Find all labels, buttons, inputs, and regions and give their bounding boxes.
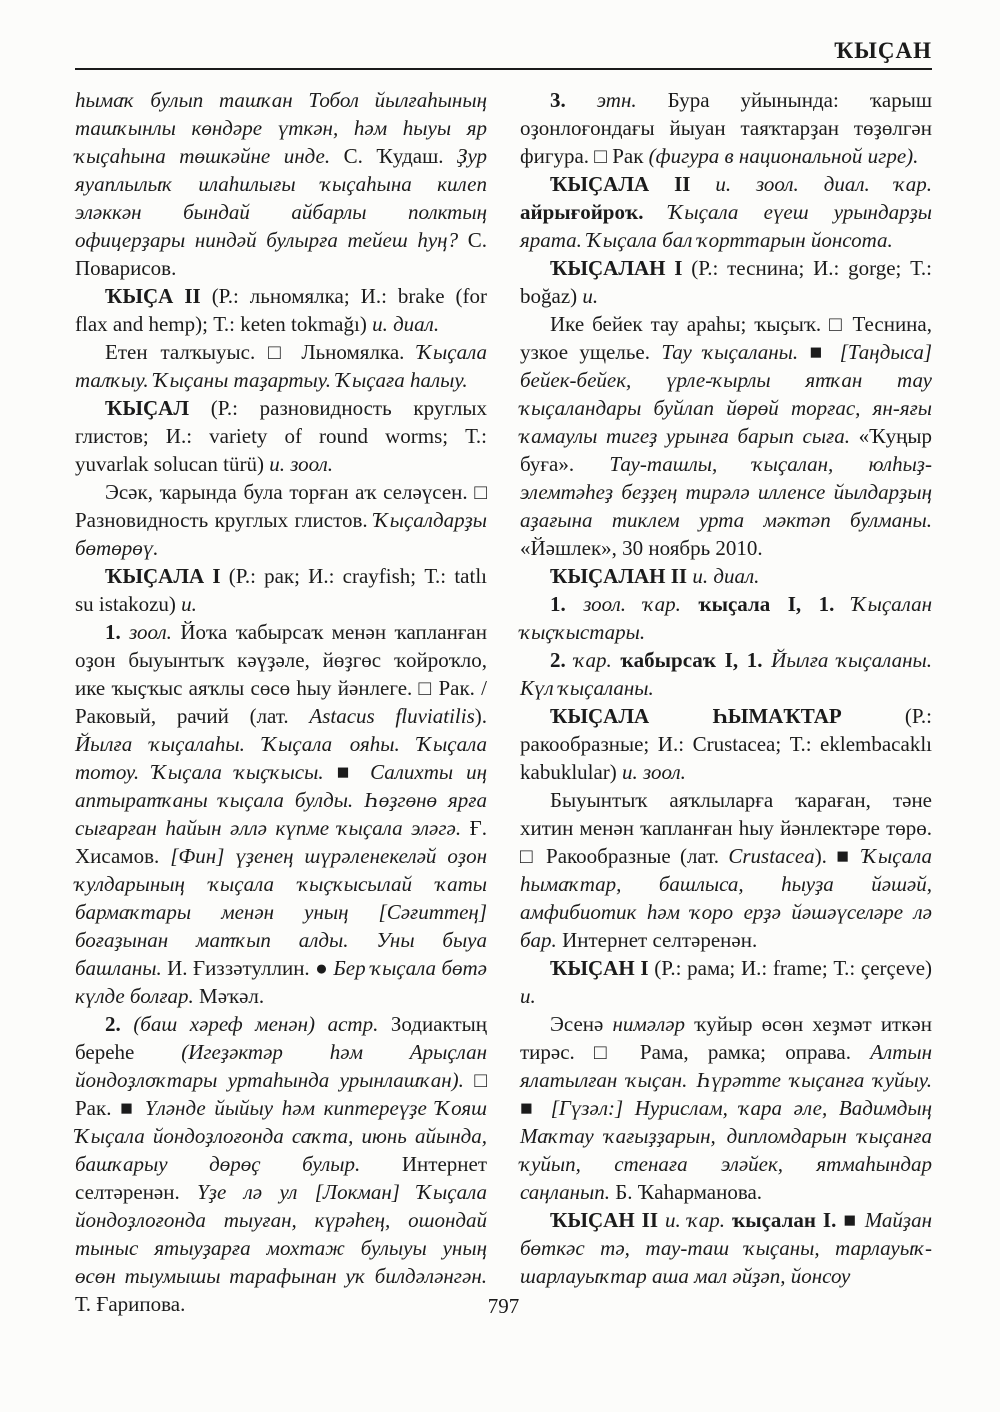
russian-equivalent: Теснина, узкое ущелье. xyxy=(520,312,932,364)
russian-equivalent: Разновидность круглых глистов. xyxy=(75,508,375,532)
entry-kysa-ii-definition xyxy=(75,338,487,394)
grammar-label: и. диал. xyxy=(692,564,760,588)
entry-kysalan-i-headline xyxy=(520,254,932,310)
definition: Йоҡа ҡабырсаҡ менән ҡапланған оҙон быуынтыҡ кәүҙәле, йөҙгөс ҡойроҡло, ике ҡыҫҡыс аяҡлы сөсө һыу йәнлеге. xyxy=(75,620,487,700)
definition: Ике бейек тау араһы; ҡыҫыҡ. xyxy=(550,312,830,336)
example-quote: Майҙан бөткәс тә, тау-таш ҡыҫаны, тарлауыҡ-шарлауыҡтар аша мал әйҙәп, йонсоу xyxy=(520,1208,932,1288)
translations: (Р.: теснина; И.: gorge; Т.: boğaz) xyxy=(520,256,932,308)
usage-examples: Йылға ҡыҫаланы. Күл ҡыҫаланы. xyxy=(520,648,932,700)
left-column xyxy=(75,86,488,1316)
grammar-label: зоол. ҡар. xyxy=(583,592,699,616)
translations: (Р.: рак; И.: crayfish; Т.: tatlı su istakozu) xyxy=(75,564,487,616)
running-head: ҠЫҪАН xyxy=(834,38,932,63)
translations: (Р.: ракообразные; И.: Crustacea; Т.: eklembacaklı kabuklular) xyxy=(520,704,932,784)
grammar-label: (баш хәреф менән) астр. xyxy=(133,1012,391,1036)
white-square-marker: □ xyxy=(474,480,487,504)
definition: Быуынтыҡ аяҡлыларға ҡараған, тәне хитин менән ҡапланған һыу йәнлектәре төрө. xyxy=(520,788,932,840)
latin-name: Crustacea xyxy=(728,844,815,868)
black-circle-marker: ● xyxy=(315,956,334,980)
russian-equivalent: Рак xyxy=(612,144,649,168)
example-quote: [Фин] үҙенең шүрәленекеләй оҙон ҡулдарының ҡыҫала ҡыҫҡысылай ҡаты бармаҡтары менән уның [Сәғиттең] боғаҙынан матҡып алды. Уны быуа башланы. xyxy=(75,844,487,980)
entry-kysala-i-sense-3 xyxy=(520,86,932,170)
russian-equivalent: ). xyxy=(814,844,837,868)
definition: ҡуйыр өсөн хеҙмәт иткән тирәс. xyxy=(520,1012,932,1064)
headword: ҠЫҪАЛАН II xyxy=(550,564,693,588)
translations: (Р.: рама; И.: frame; Т.: çerçeve) xyxy=(654,956,933,980)
usage-examples: Йылға ҡыҫалаһы. Ҡыҫала ояһы. Ҡыҫала тотоу. Ҡыҫала ҡыҫҡысы. xyxy=(75,732,487,784)
usage-examples: Алтын ялатылған ҡыҫан. Һүрәтте ҡыҫанға ҡуйыу. xyxy=(520,1040,932,1092)
definition: нимәләр xyxy=(612,1012,695,1036)
usage-examples: Ҡыҫала еүеш урындарҙы ярата. Ҡыҫала бал ҡорттарын йонсота. xyxy=(520,200,932,252)
definition: Эсенә xyxy=(550,1012,613,1036)
headword: ҠЫҪА II xyxy=(105,284,212,308)
sense-number: 1. xyxy=(550,592,584,616)
headword: ҠЫҪАЛА ҺЫМАҠТАР xyxy=(550,704,905,728)
entry-kysalan-ii-headline xyxy=(520,562,932,590)
definition: Бура уйынында: ҡарыш оҙонлоғондағы йыуан таяҡтарҙан төҙөлгән фигура. xyxy=(520,88,932,168)
black-square-marker: ■ xyxy=(520,1096,551,1120)
definition-note: (фигура в национальной игре). xyxy=(648,144,919,168)
usage-examples: Ҡыҫалдарҙы бөтөрөү. xyxy=(75,508,487,560)
source-attribution: Б. Ҡаһарманова. xyxy=(615,1180,763,1204)
cross-reference: ҡыҫала I, 1. xyxy=(698,592,852,616)
source-attribution: С. Ҡудаш. xyxy=(343,144,458,168)
source-attribution: И. Ғиззәтуллин. xyxy=(167,956,316,980)
continuation-paragraph xyxy=(75,86,487,282)
entry-kysala-i-headline xyxy=(75,562,487,618)
entry-kysala-ii xyxy=(520,170,932,254)
definition-note: (Игеҙәктәр һәм Арыҫлан йондоҙлоҡтары уртаһында урынлашҡан). xyxy=(75,1040,487,1092)
example-quote: һымаҡ булып ташҡан Тобол йылғаһының ташҡынлы көндәре үткән, һәм һыуы яр ҡыҫаһына төшкәйне инде. xyxy=(75,88,487,168)
entry-kysalan-i-definition xyxy=(520,310,932,562)
entry-kysa-ii-headline xyxy=(75,282,487,338)
source-attribution: С. Поварисов. xyxy=(75,228,487,280)
usage-examples: Ҡыҫала талҡыу. Ҡыҫаны таҙартыу. Ҡыҫаға һалыу. xyxy=(75,340,488,392)
white-square-marker: □ xyxy=(829,312,853,336)
right-column xyxy=(520,86,932,1290)
white-square-marker: □ xyxy=(268,340,302,364)
headword: ҠЫҪАЛА I xyxy=(105,564,229,588)
headword: ҠЫҪАН I xyxy=(550,956,655,980)
example-quote: [Таңдыса] бейек-бейек, үрле-ҡырлы ятҡан тау ҡыҫаландары буйлап йөрөй торғас, ян-яғы ҡамаулы тигеҙ урынға барып сыға. xyxy=(520,340,932,448)
headword: ҠЫҪАЛ xyxy=(105,396,211,420)
entry-kysala-hymaktar-definition xyxy=(520,786,932,954)
example-quote: [Гүзәл:] Нурислам, ҡара әле, Вадимдың Маҡтау ҡағыҙҙарын, дипломдарын ҡыҫанға ҡуйып, стенаға эләйек, ятмаһындар саңланып. xyxy=(520,1096,932,1204)
sense-number: 3. xyxy=(550,88,597,112)
source-attribution: Т. Ғарипова. xyxy=(75,1292,186,1316)
grammar-label: и. ҡар. xyxy=(664,1208,732,1232)
russian-equivalent: ). xyxy=(474,704,487,728)
cross-reference: ҡыҫалан I. xyxy=(731,1208,844,1232)
grammar-label: и. диал. xyxy=(372,312,440,336)
cross-reference: айрығойроҡ. xyxy=(520,200,669,224)
definition: Эсәк, ҡарында була торған аҡ селәүсен. xyxy=(105,480,475,504)
page-number: 797 xyxy=(487,1294,520,1318)
example-quote: Үҙе лә ул [Локман] Ҡыҫала йондоҙлоғонда тыуған, күрәһең, ошондай тыныс ятыуҙарға мохтаж булыуы уның өсөн тыумышы тарафынан уҡ билдәләнгән. xyxy=(75,1180,487,1288)
example-quote: Тау-ташлы, ҡыҫалан, юлһыҙ-элемтәһеҙ беҙҙең тирәлә илленсе йылдарҙың аҙағына тиклем урта мәктәп булманы. xyxy=(520,452,932,532)
black-square-marker: ■ xyxy=(843,1208,865,1232)
source-attribution: Интернет селтәренән. xyxy=(562,928,758,952)
translations: (Р.: льномялка; И.: brake (for flax and hemp); Т.: keten tokmağı) xyxy=(75,284,488,336)
grammar-label: и. xyxy=(520,984,536,1008)
entry-kysan-ii xyxy=(520,1206,932,1290)
black-square-marker: ■ xyxy=(120,1096,145,1120)
grammar-label: и. зоол. диал. ҡар. xyxy=(715,172,932,196)
entry-kysalan-ii-sense-1 xyxy=(520,590,932,646)
entry-kysalan-ii-sense-2 xyxy=(520,646,932,702)
header-rule xyxy=(75,68,932,70)
source-attribution: «Ҡуңыр буға». xyxy=(520,424,932,476)
entry-kysan-i-definition xyxy=(520,1010,932,1206)
black-square-marker: ■ xyxy=(836,844,863,868)
entry-kysal-definition xyxy=(75,478,487,562)
source-attribution: Интернет селтәренән. xyxy=(75,1152,487,1204)
latin-name: Astacus fluviatilis xyxy=(309,704,475,728)
grammar-label: ҡар. xyxy=(574,648,621,672)
black-square-marker: ■ xyxy=(809,340,840,364)
example-quote: Салихты иң аптыратҡаны ҡыҫала булды. Һөҙгөнө ярға сығарған һайын әллә күпме ҡыҫала эләгә. xyxy=(75,760,488,840)
translations: (Р.: разновидность круглых глистов; И.: variety of round worms; Т.: yuvarlak solucan türü) xyxy=(75,396,487,476)
grammar-label: и. зоол. xyxy=(269,452,334,476)
example-quote: Ҙур яуаплылыҡ илаһилығы ҡыҫаһына килеп эләккән бындай айбарлы полктың офицерҙары ниндәй булырға тейеш һуң? xyxy=(75,144,487,252)
white-square-marker: □ xyxy=(474,1068,487,1092)
definition: Зодиактың береһе xyxy=(75,1012,488,1064)
sense-number: 2. xyxy=(105,1012,134,1036)
entry-kysala-i-sense-1 xyxy=(75,618,487,1010)
usage-examples: Тау ҡыҫаланы. xyxy=(661,340,810,364)
source-attribution: «Йәшлек», 30 ноябрь 2010. xyxy=(520,536,763,560)
cross-reference: ҡабырсаҡ I, 1. xyxy=(620,648,772,672)
entry-kysala-i-sense-2 xyxy=(75,1010,487,1318)
grammar-label: этн. xyxy=(596,88,668,112)
example-quote: Ҡыҫала һымаҡтар, башлыса, һыуҙа йәшәй, амфибиотик һәм ҡоро ерҙә йәшәүселәре лә бар. xyxy=(520,844,932,952)
entry-kysal-headline xyxy=(75,394,487,478)
grammar-label: и. xyxy=(582,284,599,308)
headword: ҠЫҪАН II xyxy=(550,1208,665,1232)
russian-equivalent: Рама, рамка; оправа. xyxy=(639,1040,871,1064)
russian-equivalent: Ракообразные (лат. xyxy=(546,844,729,868)
sense-number: 2. xyxy=(550,648,575,672)
source-attribution: Ғ. Хисамов. xyxy=(75,816,487,868)
headword: ҠЫҪАЛАН I xyxy=(550,256,692,280)
headword: ҠЫҪАЛА II xyxy=(550,172,716,196)
white-square-marker: □ xyxy=(418,676,439,700)
grammar-label: зоол. xyxy=(129,620,181,644)
grammar-label: и. зоол. xyxy=(622,760,686,784)
sense-number: 1. xyxy=(105,620,130,644)
russian-equivalent: Льномялка. xyxy=(301,340,418,364)
russian-equivalent: Рак. / Раковый, рачий (лат. xyxy=(75,676,488,728)
white-square-marker: □ xyxy=(594,144,613,168)
white-square-marker: □ xyxy=(594,1040,640,1064)
entry-kysala-hymaktar-headline xyxy=(520,702,932,786)
grammar-label: и. xyxy=(181,592,197,616)
proverb: Бер ҡыҫала бөтә күлде болғар. xyxy=(75,956,487,1008)
white-square-marker: □ xyxy=(520,844,547,868)
usage-examples: Ҡыҫалан ҡыҫҡыстары. xyxy=(520,592,932,644)
example-quote: Үләнде йыйыу һәм киптереүҙе Ҡояш Ҡыҫала йондоҙлоғонда саҡта, июнь айында, башҡарыу дөрөҫ булыр. xyxy=(75,1096,488,1176)
source-attribution: Мәҡәл. xyxy=(199,984,265,1008)
russian-equivalent: Рак. xyxy=(75,1096,121,1120)
definition: Етен талҡыуыс. xyxy=(105,340,269,364)
black-square-marker: ■ xyxy=(336,760,371,784)
entry-kysan-i-headline xyxy=(520,954,932,1010)
